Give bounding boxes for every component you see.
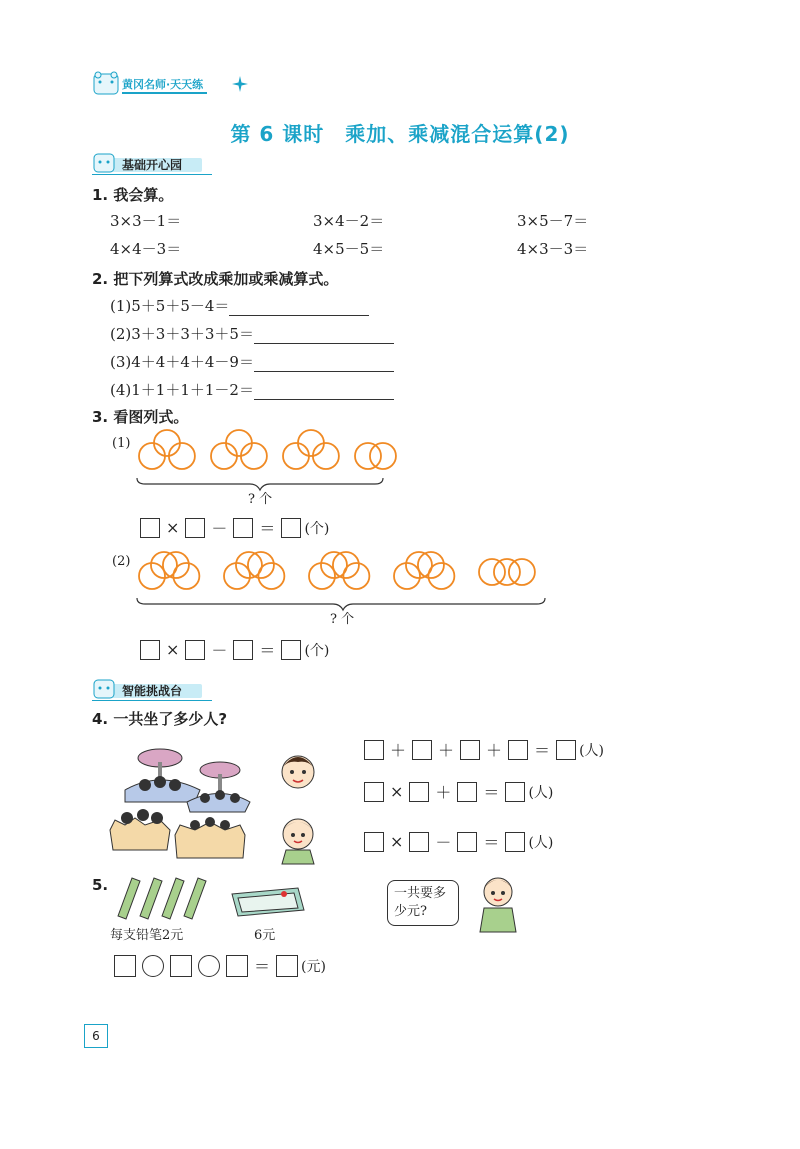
answer-box[interactable] [140, 518, 160, 538]
answer-box[interactable] [556, 740, 576, 760]
q4-equation-3: × － ＝ (人) [364, 830, 553, 853]
apple-circle [226, 430, 252, 456]
q2-item: (3)4＋4＋4＋4－9＝ [110, 351, 394, 372]
q4-equation-2: × ＋ ＝ (人) [364, 780, 553, 803]
section-title: 智能挑战台 [122, 684, 183, 698]
star-icon [232, 76, 248, 92]
answer-box[interactable] [508, 740, 528, 760]
answer-box[interactable] [412, 740, 432, 760]
brace-label: ? 个 [330, 612, 355, 627]
unit-label: (人) [528, 834, 554, 851]
apple-circle [248, 552, 274, 578]
apple-circle [283, 443, 309, 469]
circle-groups-2 [130, 548, 560, 598]
unit-label: (元) [301, 958, 326, 975]
section-basic-banner [92, 150, 212, 176]
answer-box[interactable] [505, 782, 525, 802]
bear-icon [92, 150, 116, 174]
apple-circle [154, 430, 180, 456]
apple-circle [313, 443, 339, 469]
section-title: 基础开心园 [122, 158, 183, 172]
speech-bubble: 一共要多少元? [387, 880, 459, 926]
q3-equation-2: × － ＝ (个) [140, 638, 329, 661]
unit-label: (人) [528, 784, 554, 801]
pencils-icon [110, 872, 210, 922]
apple-circle [370, 443, 396, 469]
q1-item: 3×4－2＝ [313, 212, 385, 230]
carousel-illustration [105, 740, 255, 860]
girl-icon [272, 746, 324, 798]
apple-circle [241, 443, 267, 469]
answer-blank[interactable] [254, 357, 394, 372]
brace-label: ? 个 [248, 492, 273, 507]
answer-box[interactable] [505, 832, 525, 852]
apple-circle [494, 559, 520, 585]
apple-circle [298, 430, 324, 456]
answer-box[interactable] [170, 955, 192, 977]
answer-blank[interactable] [254, 385, 394, 400]
q2-item: (1)5＋5＋5－4＝ [110, 295, 369, 316]
q4-title: 4. 一共坐了多少人? [92, 710, 228, 728]
q3-part1-label: (1) [112, 436, 131, 451]
answer-blank[interactable] [229, 301, 369, 316]
apple-circle [333, 552, 359, 578]
answer-box[interactable] [226, 955, 248, 977]
operator-circle[interactable] [142, 955, 164, 977]
q1-item: 4×5－5＝ [313, 240, 385, 258]
boy-icon [468, 870, 524, 934]
apple-circle [418, 552, 444, 578]
unit-label: (人) [579, 742, 604, 759]
answer-box[interactable] [185, 518, 205, 538]
apple-circle [428, 563, 454, 589]
answer-box[interactable] [364, 782, 384, 802]
apple-circle [258, 563, 284, 589]
answer-box[interactable] [409, 782, 429, 802]
apple-circle [509, 559, 535, 585]
answer-box[interactable] [460, 740, 480, 760]
page-title: 第 6 课时 乘加、乘减混合运算(2) [230, 122, 570, 146]
pencil-price: 每支铅笔2元 [110, 928, 184, 943]
operator-circle[interactable] [198, 955, 220, 977]
apple-circle [169, 443, 195, 469]
answer-box[interactable] [185, 640, 205, 660]
q1-item: 3×3－1＝ [110, 212, 182, 230]
apple-circle [479, 559, 505, 585]
boy-icon [270, 810, 322, 866]
q1-item: 4×3－3＝ [517, 240, 589, 258]
q1-item: 3×5－7＝ [517, 212, 589, 230]
q1-title: 1. 我会算。 [92, 186, 174, 204]
answer-box[interactable] [409, 832, 429, 852]
answer-box[interactable] [140, 640, 160, 660]
q1-item: 4×4－3＝ [110, 240, 182, 258]
answer-box[interactable] [364, 740, 384, 760]
brand-logo [92, 70, 252, 98]
q3-part2-label: (2) [112, 554, 131, 569]
q5-title: 5. [92, 876, 109, 894]
apple-circle [163, 552, 189, 578]
bear-icon [92, 676, 116, 700]
answer-box[interactable] [276, 955, 298, 977]
answer-box[interactable] [457, 832, 477, 852]
answer-box[interactable] [114, 955, 136, 977]
q2-item: (2)3＋3＋3＋3＋5＝ [110, 323, 394, 344]
page-number: 6 [84, 1024, 108, 1048]
apple-circle [355, 443, 381, 469]
unit-label: (个) [304, 642, 330, 659]
q2-title: 2. 把下列算式改成乘加或乘减算式。 [92, 270, 339, 288]
q4-equation-1: ＋ ＋ ＋ ＝ (人) [364, 738, 604, 761]
q5-equation: ＝ (元) [114, 954, 326, 977]
section-challenge-banner [92, 676, 212, 702]
answer-blank[interactable] [254, 329, 394, 344]
apple-circle [139, 443, 165, 469]
answer-box[interactable] [281, 640, 301, 660]
q3-title: 3. 看图列式。 [92, 408, 189, 426]
apple-circle [173, 563, 199, 589]
pencil-case-icon [228, 884, 308, 920]
case-price: 6元 [254, 928, 276, 943]
bear-icon [92, 70, 120, 98]
apple-circle [343, 563, 369, 589]
answer-box[interactable] [233, 640, 253, 660]
brand-text: 黄冈名师·天天练 [122, 76, 207, 94]
answer-box[interactable] [233, 518, 253, 538]
answer-box[interactable] [364, 832, 384, 852]
answer-box[interactable] [457, 782, 477, 802]
q2-item: (4)1＋1＋1＋1－2＝ [110, 379, 394, 400]
unit-label: (个) [304, 520, 330, 537]
q3-equation-1: × － ＝ (个) [140, 516, 329, 539]
apple-circle [211, 443, 237, 469]
answer-box[interactable] [281, 518, 301, 538]
